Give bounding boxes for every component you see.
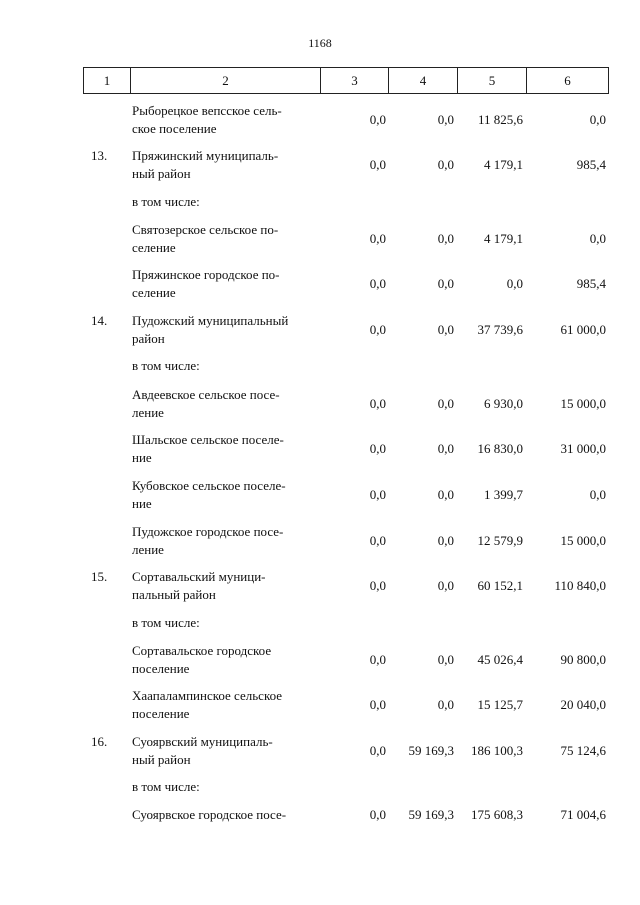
row-name: Сортавальский муници- пальный район — [132, 569, 266, 602]
value-col-5: 175 608,3 — [471, 807, 523, 822]
column-header-4: 4 — [389, 68, 458, 93]
row-name: в том числе: — [132, 779, 200, 794]
column-header-5: 5 — [458, 68, 527, 93]
column-header-2: 2 — [131, 68, 321, 93]
value-col-4: 0,0 — [437, 533, 454, 548]
row-name: Шальское сельское поселе- ние — [132, 432, 284, 465]
value-col-5: 60 152,1 — [477, 578, 523, 593]
value-col-4: 59 169,3 — [408, 807, 454, 822]
value-col-4: 0,0 — [437, 112, 454, 127]
value-col-3: 0,0 — [369, 578, 386, 593]
value-col-6: 90 800,0 — [560, 652, 606, 667]
value-col-4: 0,0 — [437, 578, 454, 593]
value-col-3: 0,0 — [369, 396, 386, 411]
row-number: 13. — [91, 148, 108, 163]
value-col-4: 0,0 — [437, 697, 454, 712]
value-col-3: 0,0 — [369, 743, 386, 758]
value-col-4: 0,0 — [437, 231, 454, 246]
value-col-6: 15 000,0 — [560, 533, 606, 548]
value-col-3: 0,0 — [369, 697, 386, 712]
value-col-6: 75 124,6 — [560, 743, 606, 758]
row-name: Суоярвское городское посе- — [132, 807, 287, 822]
value-col-6: 20 040,0 — [560, 697, 606, 712]
value-col-5: 186 100,3 — [471, 743, 523, 758]
value-col-6: 985,4 — [576, 157, 606, 172]
value-col-6: 0,0 — [589, 112, 606, 127]
value-col-3: 0,0 — [369, 533, 386, 548]
value-col-4: 0,0 — [437, 396, 454, 411]
column-header-1: 1 — [84, 68, 131, 93]
row-number: 14. — [91, 313, 108, 328]
value-col-5: 11 825,6 — [477, 112, 523, 127]
value-col-4: 0,0 — [437, 276, 454, 291]
value-col-4: 59 169,3 — [408, 743, 454, 758]
row-name: Сортавальское городское поселение — [132, 643, 272, 676]
row-name: Суоярвский муниципаль- ный район — [132, 734, 273, 767]
value-col-3: 0,0 — [369, 112, 386, 127]
value-col-3: 0,0 — [369, 322, 386, 337]
value-col-3: 0,0 — [369, 276, 386, 291]
row-name: Кубовское сельское поселе- ние — [132, 478, 286, 511]
value-col-5: 4 179,1 — [484, 157, 523, 172]
value-col-5: 4 179,1 — [484, 231, 523, 246]
value-col-6: 71 004,6 — [560, 807, 606, 822]
value-col-5: 1 399,7 — [484, 487, 523, 502]
value-col-3: 0,0 — [369, 441, 386, 456]
value-col-4: 0,0 — [437, 322, 454, 337]
value-col-5: 0,0 — [506, 276, 523, 291]
value-col-4: 0,0 — [437, 487, 454, 502]
row-name: Пудожский муниципальный район — [132, 313, 289, 346]
value-col-5: 6 930,0 — [484, 396, 523, 411]
column-header-6: 6 — [564, 72, 571, 88]
column-header-3: 3 — [321, 68, 389, 93]
value-col-5: 15 125,7 — [477, 697, 523, 712]
row-name: в том числе: — [132, 358, 200, 373]
value-col-6: 0,0 — [589, 487, 606, 502]
row-name: Святозерское сельское по- селение — [132, 222, 279, 255]
value-col-5: 16 830,0 — [477, 441, 523, 456]
row-name: в том числе: — [132, 194, 200, 209]
value-col-3: 0,0 — [369, 652, 386, 667]
row-name: Авдеевское сельское посе- ление — [132, 387, 280, 420]
value-col-6: 31 000,0 — [560, 441, 606, 456]
row-number: 15. — [91, 569, 108, 584]
row-name: Пудожское городское посе- ление — [132, 524, 284, 557]
row-name: Пряжинское городское по- селение — [132, 267, 280, 300]
value-col-6: 61 000,0 — [560, 322, 606, 337]
value-col-5: 37 739,6 — [477, 322, 523, 337]
value-col-4: 0,0 — [437, 652, 454, 667]
value-col-6: 15 000,0 — [560, 396, 606, 411]
value-col-3: 0,0 — [369, 157, 386, 172]
value-col-3: 0,0 — [369, 807, 386, 822]
value-col-4: 0,0 — [437, 157, 454, 172]
row-name: в том числе: — [132, 615, 200, 630]
value-col-4: 0,0 — [437, 441, 454, 456]
page-number: 1168 — [308, 36, 332, 50]
row-name: Пряжинский муниципаль- ный район — [132, 148, 279, 181]
row-name: Хаапалампинское сельское поселение — [132, 688, 283, 721]
value-col-6: 110 840,0 — [554, 578, 606, 593]
value-col-5: 45 026,4 — [477, 652, 523, 667]
row-name: Рыборецкое вепсское сель- ское поселение — [132, 103, 282, 136]
value-col-3: 0,0 — [369, 231, 386, 246]
value-col-6: 985,4 — [576, 276, 606, 291]
value-col-5: 12 579,9 — [477, 533, 523, 548]
value-col-3: 0,0 — [369, 487, 386, 502]
row-number: 16. — [91, 734, 108, 749]
value-col-6: 0,0 — [589, 231, 606, 246]
table-header — [83, 67, 609, 94]
